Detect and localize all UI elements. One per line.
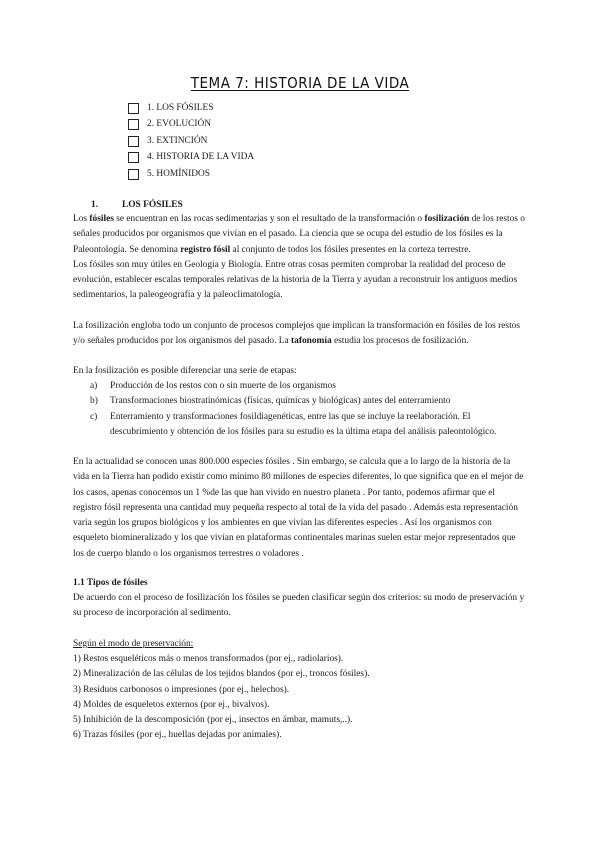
list-item — [73, 410, 525, 441]
list-item: 5) Inhibición de la descomposición (por ej., insectos en ámbar, mamuts,..). — [73, 715, 353, 726]
text-run: se encuentran en las rocas sedimentarias y son el resultado de la transformación o — [113, 214, 425, 224]
checkbox-icon[interactable] — [128, 152, 139, 163]
paragraph-fossilization — [73, 319, 525, 350]
toc-item[interactable] — [128, 100, 254, 117]
preservation-list — [73, 652, 525, 744]
toc-label: 1. LOS FÓSILES — [147, 102, 214, 113]
checkbox-icon[interactable] — [128, 103, 139, 114]
list-item — [73, 379, 525, 394]
list-label: b) — [90, 396, 98, 407]
paragraph-species-count: En la actualidad se conocen unas 800.000 especies fósiles . Sin embargo, se calcula que a lo largo de la historia de la vida en la Tierra han podido existir como mínimo 80 millones de especies diferentes, lo que significa que en el mejor de los casos, apenas conocemos un 1 %de las que han vivido en nuestro planeta . Por tanto, podemos afirmar que el registro fósil representa una cantidad muy pequeña respecto al total de la vida del pasado . Además esta representación varía según los grupos biológicos y los ambientes en que vivían las diferentes especies . Así los organismos con esqueleto biomineralizado y los que vivían en plataformas continentales marinas suelen estar mejor representados que los de cuerpo blando o los organismos terrestres o voladores . — [73, 457, 524, 559]
toc-label: 5. HOMÍNIDOS — [147, 168, 211, 179]
toc-label: 2. EVOLUCIÓN — [147, 119, 212, 130]
toc-item[interactable] — [128, 150, 254, 167]
checkbox-icon[interactable] — [128, 136, 139, 147]
page-title: TEMA 7: HISTORIA DE LA VIDA — [190, 74, 410, 92]
table-of-contents — [128, 100, 254, 183]
toc-item[interactable] — [128, 166, 254, 183]
list-item: 2) Mineralización de las células de los tejidos blandos (por ej., troncos fósiles). — [73, 669, 370, 680]
toc-item[interactable] — [128, 133, 254, 150]
stages-list — [73, 379, 525, 440]
list-item: 3) Residuos carbonosos o impresiones (por ej., helechos). — [73, 684, 290, 695]
section-title: LOS FÓSILES — [122, 200, 183, 210]
section-number: 1. — [91, 200, 99, 210]
checkbox-icon[interactable] — [128, 119, 139, 130]
list-text: Transformaciones biostratinómicas (físicas, químicas y biológicas) antes del enterramiento — [110, 396, 451, 407]
text-run: estudia los procesos de fosilización. — [331, 336, 469, 347]
list-text: Producción de los restos con o sin muerte de los organismos — [110, 381, 336, 391]
list-text: Enterramiento y transformaciones fosildiagenéticas, entre las que se incluye la reelaboración. El descubrimiento y obtención de los fósiles para su estudio es la última etapa del análisis paleontológico. — [110, 411, 497, 437]
toc-label: 4. HISTORIA DE LA VIDA — [147, 152, 255, 163]
section-heading — [73, 198, 525, 213]
term-tafonomia: tafonomía — [291, 336, 332, 347]
toc-item[interactable] — [128, 117, 254, 134]
text-run: La fosilización engloba todo un conjunto de procesos complejos que implican la transformación en fósiles de los restos y/o señales producidos por los organismos del pasado. La — [73, 321, 521, 347]
text-run: Los fósiles son muy útiles en Geología y Biología. Entre otras cosas permiten comprobar la realidad del proceso de evolución, establecer escalas temporales relativas de la historia de la Tierra y ayudan a reconstruir los antiguos medios sedimentarios, la paleogeografía y la paleoclimatología. — [73, 259, 518, 301]
term-fosiles: fósiles — [89, 214, 114, 224]
paragraph-fossil-types: De acuerdo con el proceso de fosilización los fósiles se pueden clasificar según dos criterios: su modo de preservación y su proceso de incorporación al sedimento. — [73, 593, 525, 619]
paragraph-fossils-intro — [73, 212, 525, 304]
preservation-heading: Según el modo de preservación: — [73, 639, 194, 649]
toc-label: 3. EXTINCIÓN — [147, 135, 208, 146]
list-item: 4) Moldes de esqueletos externos (por ej., bivalvos). — [73, 699, 270, 710]
subsection-heading: 1.1 Tipos de fósiles — [73, 578, 148, 588]
term-fosilizacion: fosilización — [424, 214, 470, 224]
checkbox-icon[interactable] — [128, 169, 139, 180]
text-run: de los restos o señales producidos por organismos que vivían en el pasado. La ciencia que se ocupa del estudio de los fósiles es la Paleontología. Se denomina — [73, 214, 525, 255]
text-run: Los — [73, 214, 90, 224]
list-label: a) — [90, 381, 98, 391]
list-label: c) — [90, 411, 98, 422]
list-item: 6) Trazas fósiles (por ej., huellas dejadas por animales). — [73, 730, 282, 741]
text-run: al conjunto de todos los fósiles presentes en la corteza terrestre. — [230, 244, 471, 255]
paragraph-stages-intro: En la fosilización es posible diferenciar una serie de etapas: — [73, 366, 297, 376]
term-registro-fosil: registro fósil — [180, 244, 231, 255]
list-item — [73, 394, 525, 409]
list-item: 1) Restos esqueléticos más o menos transformados (por ej., radiolarios). — [73, 654, 344, 664]
